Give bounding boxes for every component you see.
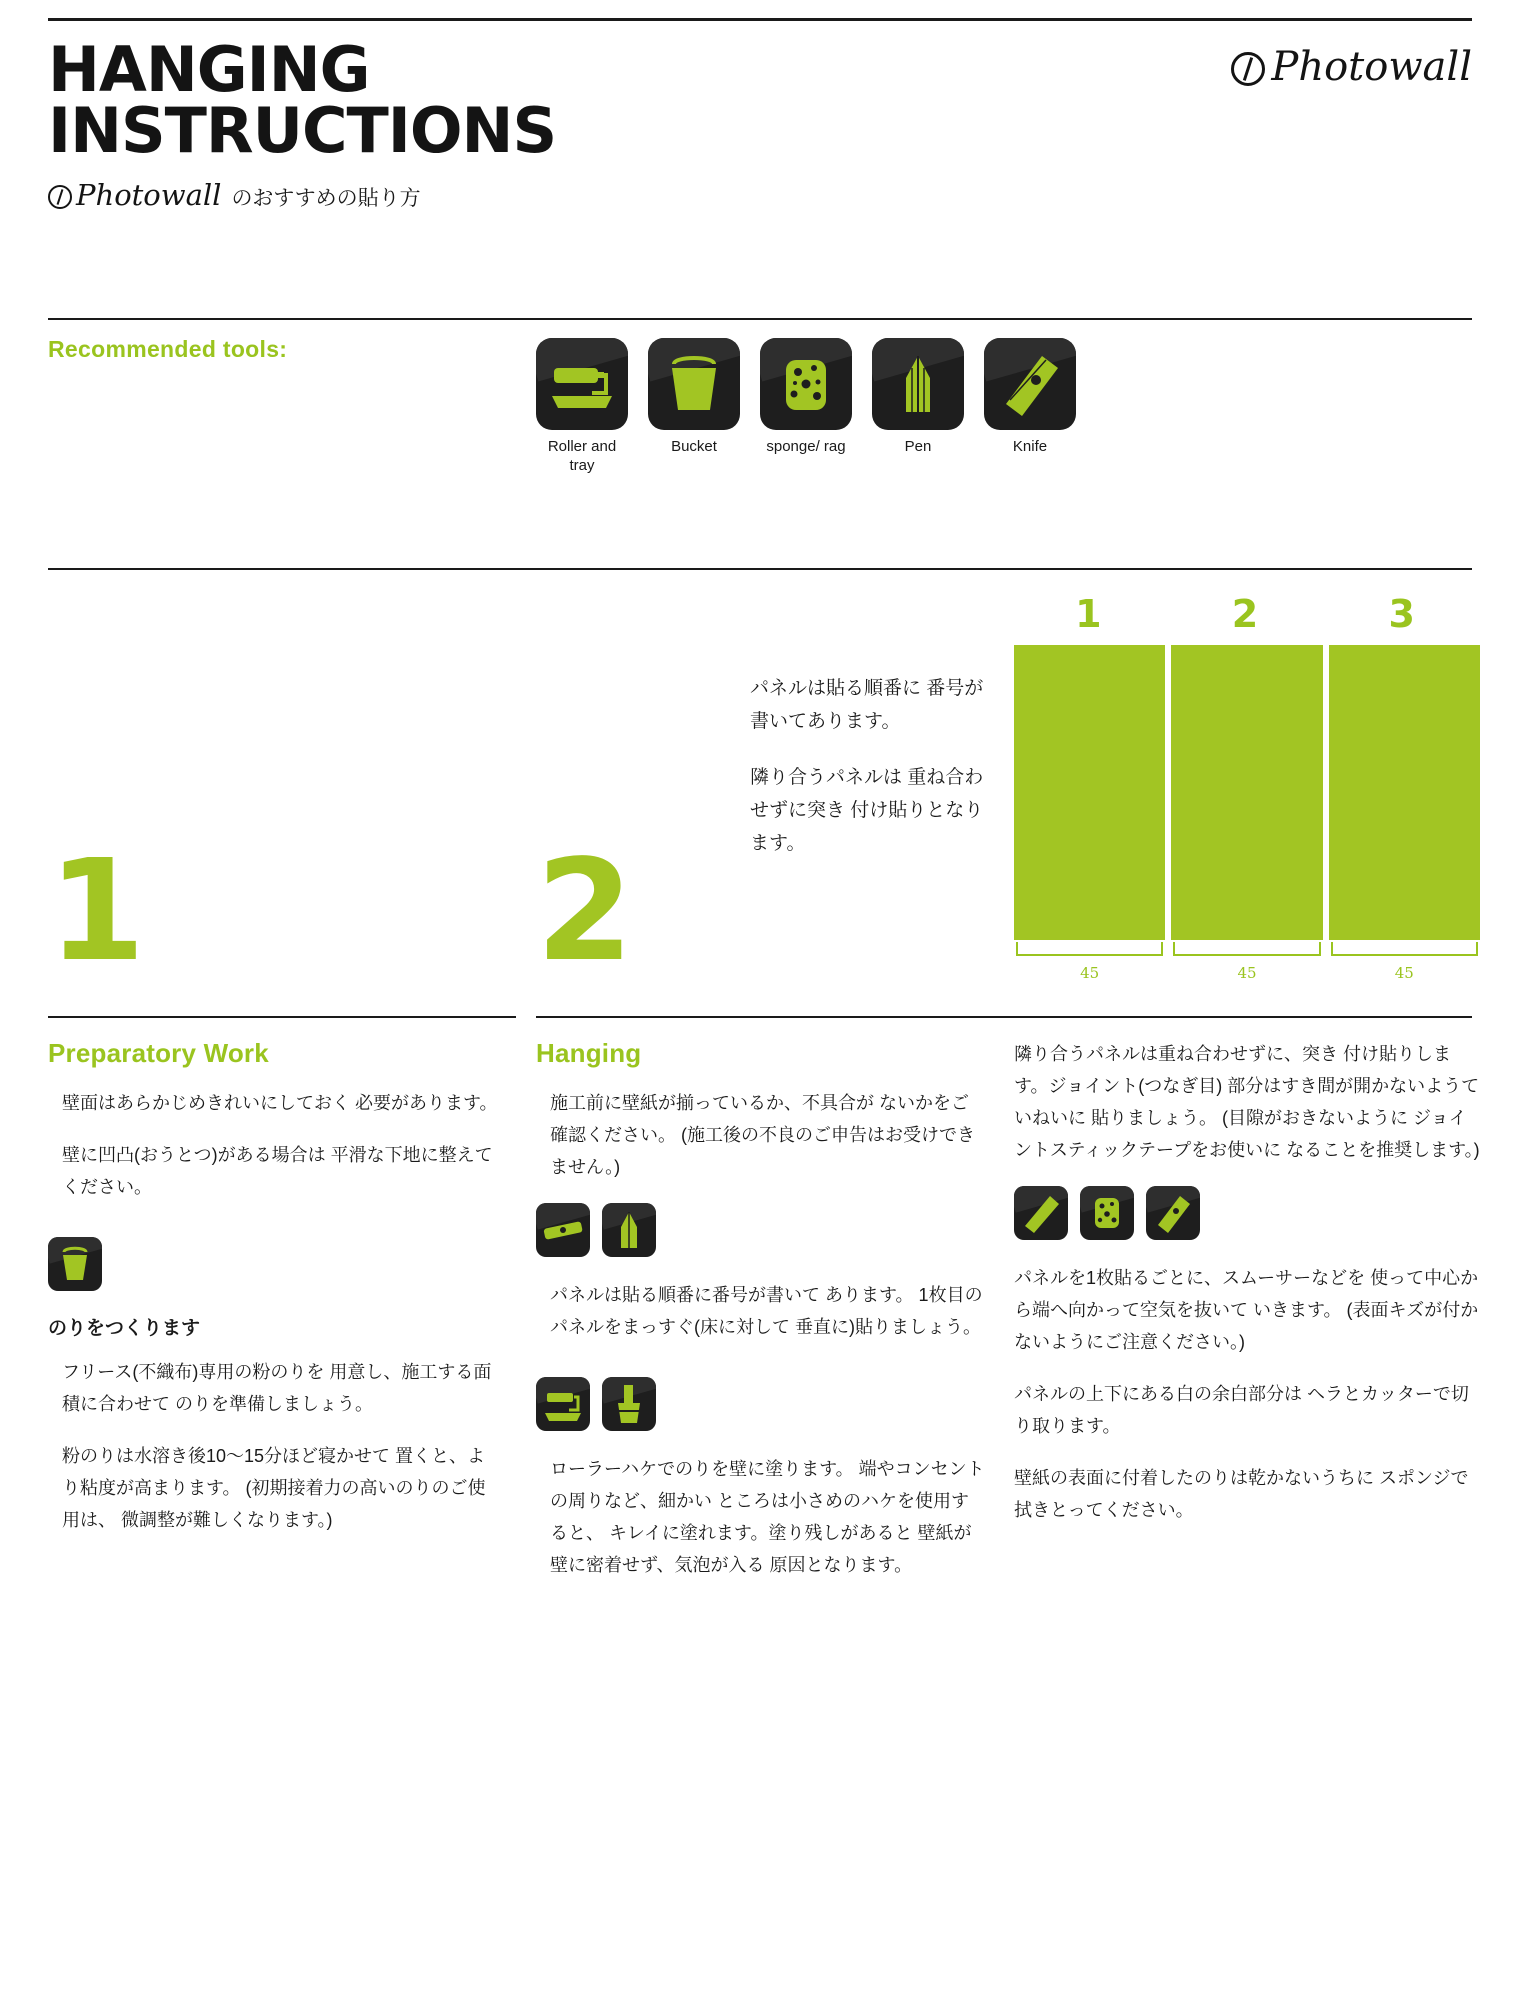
subtitle-japanese: のおすすめの貼り方 (231, 186, 421, 210)
header (48, 34, 1472, 212)
measurement-value: 45 (1080, 964, 1100, 982)
panel-measurement (1014, 940, 1165, 983)
panel (1014, 645, 1165, 940)
tools-divider-right (536, 318, 1472, 320)
top-divider (48, 18, 1472, 21)
prep-paragraph-4: 粉のりは水溶き後10〜15分ほど寝かせて 置くと、より粘度が高まります。 (初期接着力の高いのりのご使用は、 微調整が難しくなります。) (62, 1446, 486, 1531)
level-icon (536, 1203, 590, 1257)
brace-bar-icon (1331, 942, 1478, 956)
panel (1171, 645, 1322, 940)
column-preparatory-work (48, 1038, 498, 1556)
tool-sponge-rag (760, 338, 852, 476)
pen-icon (872, 338, 964, 430)
brand-name-inline: Photowall (76, 177, 222, 212)
brand-name-top: Photowall (1271, 44, 1472, 90)
roller-and-tray-icon (536, 338, 628, 430)
photowall-logo-top (1231, 44, 1472, 90)
brace-bar-icon (1016, 942, 1163, 956)
pen-icon (602, 1203, 656, 1257)
tool-caption: sponge/ rag (766, 438, 846, 455)
tool-caption: Bucket (671, 438, 717, 455)
panel-number: 2 (1231, 592, 1259, 636)
panel-diagram-note (750, 672, 1000, 860)
joining-paragraph-3: パネルの上下にある白の余白部分は ヘラとカッターで切り取ります。 (1014, 1384, 1469, 1437)
panel-measurement (1329, 940, 1480, 983)
knife-icon (1146, 1186, 1200, 1240)
prep-paragraph-1: 壁面はあらかじめきれいにしておく 必要があります。 (62, 1093, 498, 1113)
tools-row (536, 338, 1076, 476)
panel-measurement (1171, 940, 1322, 983)
tool-pen (872, 338, 964, 476)
tool-roller-and-tray (536, 338, 628, 476)
column-hanging (536, 1038, 986, 1601)
panel-measurements (1014, 940, 1480, 983)
section-divider-2 (536, 1016, 1004, 1018)
tool-bucket (648, 338, 740, 476)
joining-paragraph-2: パネルを1枚貼るごとに、スムーサーなどを 使って中心から端へ向かって空気を抜いて いきます。 (表面キズが付かないようにご注意ください。) (1014, 1268, 1479, 1353)
subtitle-row (48, 178, 1472, 212)
panel-number: 3 (1388, 592, 1415, 636)
column-heading: Preparatory Work (48, 1038, 269, 1068)
prep-paragraph-2: 壁に凹凸(おうとつ)がある場合は 平滑な下地に整えてください。 (62, 1145, 493, 1198)
prep-sub-heading: のりをつくります (48, 1318, 201, 1340)
bucket-icon (648, 338, 740, 430)
roller-and-tray-icon (536, 1377, 590, 1431)
panel-diagram (1014, 645, 1480, 940)
bucket-icon (48, 1237, 102, 1291)
measurement-value: 45 (1394, 964, 1414, 982)
measurement-value: 45 (1237, 964, 1257, 982)
step-number-1: 1 (48, 830, 146, 993)
prep-icons (48, 1237, 498, 1291)
photowall-mark-icon (1231, 52, 1265, 86)
joining-paragraph-4: 壁紙の表面に付着したのりは乾かないうちに スポンジで拭きとってください。 (1014, 1468, 1469, 1521)
brush-icon (602, 1377, 656, 1431)
tool-caption: Pen (904, 438, 932, 455)
panel-note-2: 隣り合うパネルは 重ね合わせずに突き 付け貼りとなります。 (750, 766, 984, 854)
joining-paragraph-1: 隣り合うパネルは重ね合わせずに、突き 付け貼りします。ジョイント(つなぎ目) 部分はすき間が開かないようていねいに 貼りましょう。 (目隙がおきないように ジョイントスティックテープをお使いに なることを推奨します。) (1014, 1044, 1480, 1161)
hanging-paragraph-3: ローラーハケでのりを壁に塗ります。 端やコンセントの周りなど、細かい ところは小さめのハケを使用すると、 キレイに塗れます。塗り残しがあると 壁紙が壁に密着せず、気泡が入る 原因となります。 (550, 1459, 985, 1576)
smoother-icon (1014, 1186, 1068, 1240)
joining-icons (1014, 1186, 1480, 1240)
sponge-rag-icon (760, 338, 852, 430)
sponge-rag-icon (1080, 1186, 1134, 1240)
prep-paragraph-3: フリース(不織布)専用の粉のりを 用意し、施工する面積に合わせて のりを準備しましょう。 (62, 1362, 492, 1415)
tool-caption: Knife (1012, 438, 1048, 455)
hanging-paragraph-2: パネルは貼る順番に番号が書いて あります。 1枚目のパネルをまっすぐ(床に対して 垂直に)貼りましょう。 (550, 1285, 983, 1338)
hanging-icons-1 (536, 1203, 986, 1257)
column-joining (1014, 1038, 1480, 1546)
panel-number-row (1010, 592, 1480, 636)
photowall-logo-inline (48, 178, 221, 212)
recommended-tools-label: Recommended tools: (48, 336, 288, 362)
panel-number: 1 (1075, 592, 1102, 636)
tool-caption: Roller and tray (547, 438, 617, 474)
column-heading: Hanging (536, 1038, 642, 1068)
tool-knife (984, 338, 1076, 476)
panel (1329, 645, 1480, 940)
step-number-2: 2 (536, 830, 634, 993)
brace-bar-icon (1173, 942, 1320, 956)
section-divider-3 (1004, 1016, 1472, 1018)
mid-divider-left (48, 568, 536, 570)
tools-divider-left (48, 318, 536, 320)
title-line-2: INSTRUCTIONS (48, 93, 557, 167)
hanging-icons-2 (536, 1377, 986, 1431)
section-divider-1 (48, 1016, 516, 1018)
photowall-mark-small-icon (48, 185, 72, 209)
panel-note-1: パネルは貼る順番に 番号が書いてあります。 (750, 678, 984, 733)
mid-divider-right (536, 568, 1472, 570)
hanging-paragraph-1: 施工前に壁紙が揃っているか、不具合が ないかをご確認ください。 (施工後の不良のご申告はお受けできません。) (550, 1093, 975, 1178)
knife-icon (984, 338, 1076, 430)
title-line-1: HANGING (48, 33, 370, 106)
